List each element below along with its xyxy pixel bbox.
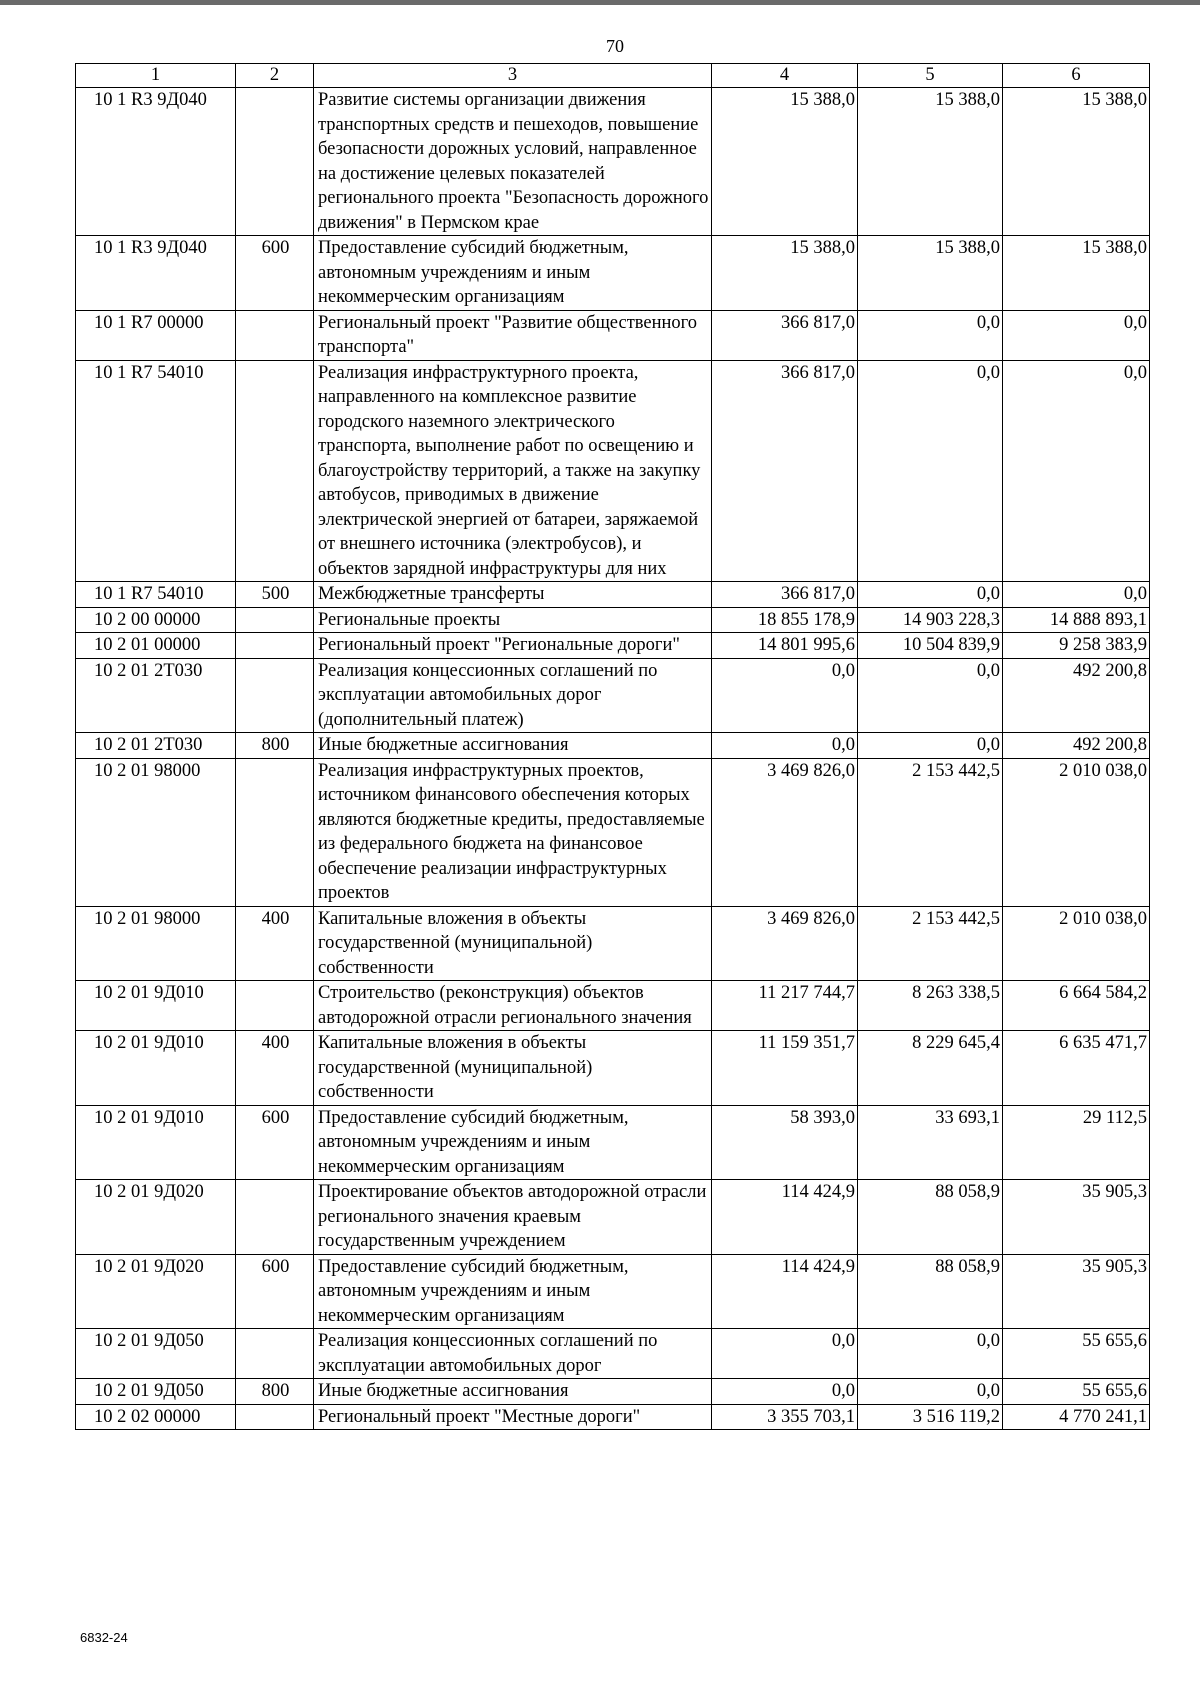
cell-amount-5: 2 153 442,5 [858,758,1003,906]
cell-amount-4: 14 801 995,6 [712,633,858,659]
cell-amount-5: 0,0 [858,1329,1003,1379]
cell-expense-type [236,658,314,733]
cell-expense-type [236,360,314,582]
cell-expense-type: 600 [236,1105,314,1180]
cell-code: 10 2 01 2Т030 [76,733,236,759]
cell-amount-6: 6 635 471,7 [1003,1031,1150,1106]
header-row [76,64,1150,88]
table-row [76,1105,1150,1180]
cell-code: 10 2 00 00000 [76,607,236,633]
cell-code: 10 2 02 00000 [76,1404,236,1430]
cell-name: Строительство (реконструкция) объектов автодорожной отрасли регионального значения [314,981,712,1031]
cell-code: 10 2 01 9Д050 [76,1379,236,1405]
cell-code: 10 2 01 00000 [76,633,236,659]
document-code: 6832-24 [80,1630,128,1645]
table-row [76,758,1150,906]
table-row [76,88,1150,236]
cell-amount-5: 8 263 338,5 [858,981,1003,1031]
column-header-6: 6 [1003,64,1150,88]
cell-code: 10 2 01 9Д010 [76,1105,236,1180]
cell-amount-6: 55 655,6 [1003,1329,1150,1379]
cell-expense-type [236,633,314,659]
cell-expense-type: 400 [236,1031,314,1106]
cell-code: 10 2 01 98000 [76,906,236,981]
cell-amount-6: 14 888 893,1 [1003,607,1150,633]
cell-expense-type: 600 [236,1254,314,1329]
cell-name: Проектирование объектов автодорожной отрасли регионального значения краевым государственным учреждением [314,1180,712,1255]
cell-amount-4: 11 217 744,7 [712,981,858,1031]
cell-amount-4: 3 469 826,0 [712,758,858,906]
cell-code: 10 2 01 9Д020 [76,1180,236,1255]
table-row [76,981,1150,1031]
table-row [76,633,1150,659]
cell-code: 10 2 01 9Д020 [76,1254,236,1329]
cell-name: Реализация концессионных соглашений по эксплуатации автомобильных дорог [314,1329,712,1379]
cell-amount-5: 14 903 228,3 [858,607,1003,633]
cell-amount-6: 2 010 038,0 [1003,758,1150,906]
cell-amount-6: 15 388,0 [1003,236,1150,311]
cell-amount-6: 4 770 241,1 [1003,1404,1150,1430]
cell-amount-5: 88 058,9 [858,1254,1003,1329]
table-row [76,733,1150,759]
table-row [76,1180,1150,1255]
cell-amount-5: 15 388,0 [858,236,1003,311]
cell-amount-5: 0,0 [858,733,1003,759]
cell-code: 10 1 R3 9Д040 [76,236,236,311]
cell-code: 10 1 R7 54010 [76,582,236,608]
cell-expense-type [236,88,314,236]
cell-amount-6: 0,0 [1003,582,1150,608]
cell-expense-type: 400 [236,906,314,981]
cell-name: Региональные проекты [314,607,712,633]
cell-amount-4: 58 393,0 [712,1105,858,1180]
cell-expense-type: 800 [236,733,314,759]
cell-amount-4: 114 424,9 [712,1254,858,1329]
table-row [76,582,1150,608]
cell-expense-type: 800 [236,1379,314,1405]
cell-amount-5: 33 693,1 [858,1105,1003,1180]
cell-name: Предоставление субсидий бюджетным, автономным учреждениям и иным некоммерческим организациям [314,1254,712,1329]
table-row [76,1031,1150,1106]
cell-expense-type [236,981,314,1031]
cell-code: 10 2 01 9Д010 [76,981,236,1031]
column-header-3: 3 [314,64,712,88]
cell-amount-6: 15 388,0 [1003,88,1150,236]
cell-code: 10 1 R3 9Д040 [76,88,236,236]
column-header-4: 4 [712,64,858,88]
cell-amount-4: 0,0 [712,1379,858,1405]
cell-amount-4: 0,0 [712,658,858,733]
cell-amount-5: 0,0 [858,582,1003,608]
cell-code: 10 1 R7 00000 [76,310,236,360]
cell-name: Иные бюджетные ассигнования [314,733,712,759]
cell-amount-6: 35 905,3 [1003,1254,1150,1329]
cell-expense-type [236,1180,314,1255]
cell-name: Предоставление субсидий бюджетным, автономным учреждениям и иным некоммерческим организациям [314,1105,712,1180]
cell-code: 10 2 01 98000 [76,758,236,906]
cell-name: Реализация инфраструктурных проектов, источником финансового обеспечения которых являются бюджетные кредиты, предоставляемые из федерального бюджета на финансовое обеспечение реализации инфраструктурных проектов [314,758,712,906]
cell-expense-type: 500 [236,582,314,608]
cell-amount-4: 366 817,0 [712,360,858,582]
cell-amount-4: 366 817,0 [712,310,858,360]
cell-code: 10 2 01 9Д010 [76,1031,236,1106]
cell-name: Реализация инфраструктурного проекта, направленного на комплексное развитие городского наземного электрического транспорта, выполнение работ по освещению и благоустройству территорий, а также на закупку автобусов, приводимых в движение электрической энергией от батареи, заряжаемой от внешнего источника (электробусов), и объектов зарядной инфраструктуры для них [314,360,712,582]
cell-name: Развитие системы организации движения транспортных средств и пешеходов, повышение безопасности дорожных условий, направленное на достижение целевых показателей регионального проекта "Безопасность дорожного движения" в Пермском крае [314,88,712,236]
cell-name: Капитальные вложения в объекты государственной (муниципальной) собственности [314,906,712,981]
scan-top-edge [0,0,1200,5]
cell-amount-4: 0,0 [712,1329,858,1379]
cell-amount-4: 3 355 703,1 [712,1404,858,1430]
cell-amount-6: 2 010 038,0 [1003,906,1150,981]
cell-amount-4: 18 855 178,9 [712,607,858,633]
cell-amount-5: 0,0 [858,360,1003,582]
cell-amount-4: 15 388,0 [712,236,858,311]
page-number: 70 [606,36,624,56]
cell-amount-4: 15 388,0 [712,88,858,236]
cell-name: Региональный проект "Развитие общественного транспорта" [314,310,712,360]
column-header-2: 2 [236,64,314,88]
cell-expense-type [236,1404,314,1430]
cell-name: Межбюджетные трансферты [314,582,712,608]
cell-name: Капитальные вложения в объекты государственной (муниципальной) собственности [314,1031,712,1106]
cell-amount-6: 0,0 [1003,310,1150,360]
table-row [76,1404,1150,1430]
table-row [76,236,1150,311]
table-header [76,64,1150,88]
table-row [76,310,1150,360]
cell-amount-5: 15 388,0 [858,88,1003,236]
column-header-5: 5 [858,64,1003,88]
cell-expense-type [236,1329,314,1379]
cell-amount-5: 0,0 [858,1379,1003,1405]
budget-table [75,63,1150,1430]
table-row [76,607,1150,633]
cell-amount-6: 0,0 [1003,360,1150,582]
cell-amount-5: 8 229 645,4 [858,1031,1003,1106]
cell-amount-5: 3 516 119,2 [858,1404,1003,1430]
cell-amount-5: 0,0 [858,310,1003,360]
cell-code: 10 2 01 9Д050 [76,1329,236,1379]
cell-expense-type: 600 [236,236,314,311]
cell-amount-4: 3 469 826,0 [712,906,858,981]
cell-code: 10 1 R7 54010 [76,360,236,582]
table-row [76,1254,1150,1329]
cell-code: 10 2 01 2Т030 [76,658,236,733]
cell-amount-4: 0,0 [712,733,858,759]
table-body [76,88,1150,1430]
cell-amount-6: 9 258 383,9 [1003,633,1150,659]
cell-name: Региональный проект "Местные дороги" [314,1404,712,1430]
cell-amount-6: 492 200,8 [1003,658,1150,733]
cell-amount-5: 2 153 442,5 [858,906,1003,981]
column-header-1: 1 [76,64,236,88]
cell-amount-4: 366 817,0 [712,582,858,608]
cell-amount-6: 29 112,5 [1003,1105,1150,1180]
table-row [76,1329,1150,1379]
table-row [76,906,1150,981]
cell-expense-type [236,758,314,906]
cell-amount-6: 492 200,8 [1003,733,1150,759]
cell-amount-6: 35 905,3 [1003,1180,1150,1255]
cell-amount-5: 0,0 [858,658,1003,733]
table-row [76,1379,1150,1405]
table-row [76,658,1150,733]
cell-expense-type [236,607,314,633]
cell-amount-5: 88 058,9 [858,1180,1003,1255]
cell-expense-type [236,310,314,360]
table-row [76,360,1150,582]
cell-amount-6: 55 655,6 [1003,1379,1150,1405]
cell-name: Иные бюджетные ассигнования [314,1379,712,1405]
cell-name: Реализация концессионных соглашений по эксплуатации автомобильных дорог (дополнительный платеж) [314,658,712,733]
cell-amount-5: 10 504 839,9 [858,633,1003,659]
cell-amount-4: 11 159 351,7 [712,1031,858,1106]
cell-amount-4: 114 424,9 [712,1180,858,1255]
cell-name: Региональный проект "Региональные дороги" [314,633,712,659]
cell-name: Предоставление субсидий бюджетным, автономным учреждениям и иным некоммерческим организациям [314,236,712,311]
cell-amount-6: 6 664 584,2 [1003,981,1150,1031]
